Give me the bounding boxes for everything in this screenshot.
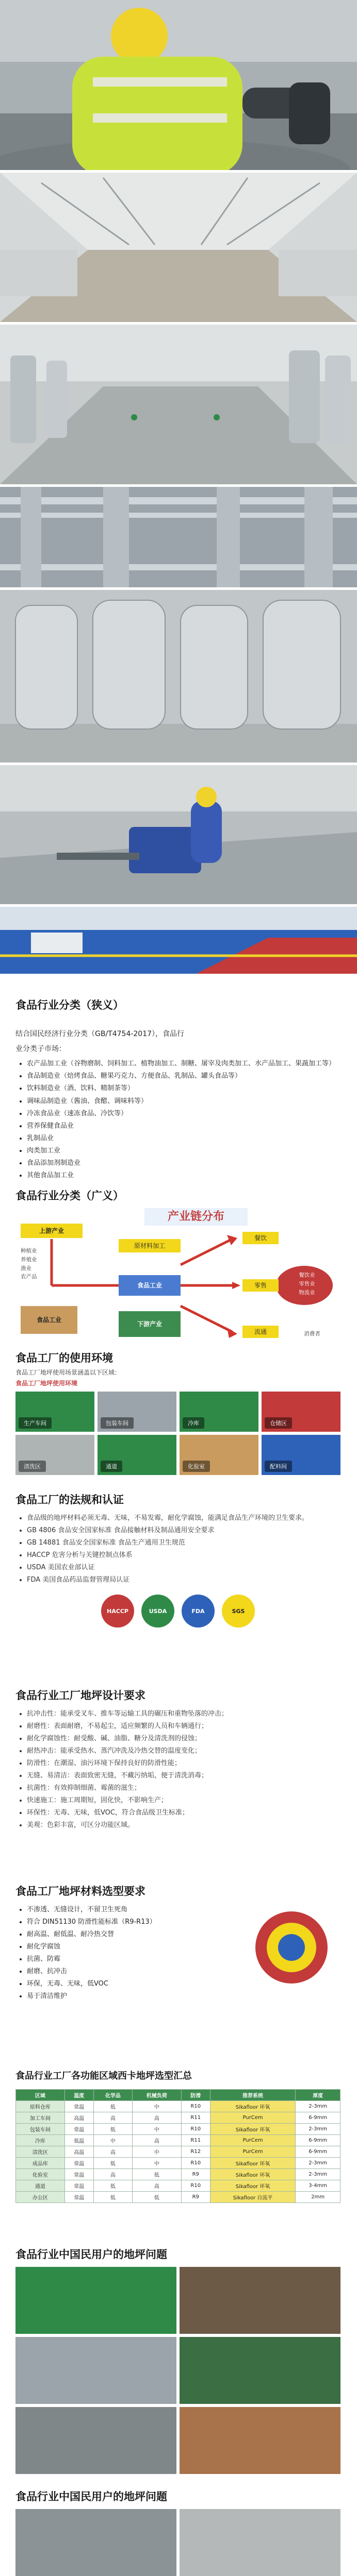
problems-grid-2 xyxy=(15,2509,340,2576)
table-cell: Sikafloor 环氧 xyxy=(210,2180,296,2192)
right-label-3: 消费者 xyxy=(304,1331,320,1337)
table-cell: 常温 xyxy=(64,2169,93,2180)
problem-photo-8 xyxy=(180,2509,340,2576)
table-cell: 常温 xyxy=(64,2192,93,2203)
pipes-illustration xyxy=(0,487,357,587)
table-cell: 常温 xyxy=(64,2180,93,2192)
table-cell: 包装车间 xyxy=(16,2124,65,2135)
table-cell: R11 xyxy=(181,2135,210,2146)
photo-blue-floor xyxy=(0,907,357,974)
table-cell: 冷库 xyxy=(16,2135,65,2146)
table-cell: 通道 xyxy=(16,2180,65,2192)
tanks-illustration xyxy=(0,590,357,762)
table-cell: 加工车间 xyxy=(16,2112,65,2124)
regulations-list xyxy=(15,1512,340,1586)
table-cell: 6-9mm xyxy=(296,2112,340,2124)
selection-table-header xyxy=(16,2090,340,2101)
table-cell: 中 xyxy=(93,2135,132,2146)
design-req-5: • 无缝、易清洁：表面致密无缝，不藏污纳垢，便于清洗消毒； xyxy=(27,1770,340,1782)
section1-item-7: • 肉类加工业 xyxy=(27,1145,340,1157)
floor-sample-icon xyxy=(253,1909,330,1986)
section1-item-3: • 调味品制造业（酱油、食醋、调味料等） xyxy=(27,1095,340,1108)
problem-photo-3 xyxy=(15,2337,176,2404)
left-label-0: 种植业 xyxy=(21,1248,37,1254)
table-cell: R9 xyxy=(181,2192,210,2203)
table-cell: 原料仓库 xyxy=(16,2101,65,2112)
table-cell: 常温 xyxy=(64,2101,93,2112)
cert-badge-3-icon: SGS xyxy=(222,1595,255,1628)
supply-chain-diagram xyxy=(15,1208,340,1342)
table-cell: 高温 xyxy=(64,2112,93,2124)
right-labels xyxy=(289,1271,325,1297)
table-cell: R11 xyxy=(181,2112,210,2124)
use-env-chip-2: 冷库 xyxy=(183,1417,204,1429)
center-banner: 产业链分布 xyxy=(144,1208,248,1226)
section8-title: 食品行业中国民用户的地坪问题 xyxy=(15,2248,167,2261)
left-labels xyxy=(21,1247,46,1281)
table-row xyxy=(16,2180,340,2192)
use-env-tile-4 xyxy=(15,1435,94,1475)
section3-caption-red: 食品工厂地坪使用环境 xyxy=(15,1380,78,1387)
col-2: 化学品 xyxy=(93,2090,132,2101)
table-cell: R10 xyxy=(181,2180,210,2192)
regulations-card xyxy=(15,1512,340,1682)
section9-title: 食品行业中国民用户的地坪问题 xyxy=(15,2490,167,2503)
use-env-chip-3: 仓储区 xyxy=(265,1417,292,1429)
table-cell: R10 xyxy=(181,2158,210,2169)
section1-body xyxy=(15,1028,340,1182)
section1-list xyxy=(15,1058,340,1181)
table-cell: 低 xyxy=(93,2180,132,2192)
table-cell: 2mm xyxy=(296,2192,340,2203)
hero-photo-worker xyxy=(0,0,357,170)
material-list xyxy=(15,1904,249,2003)
table-cell: 低温 xyxy=(64,2135,93,2146)
section1-item-6: • 乳制品业 xyxy=(27,1132,340,1145)
table-cell: 成品库 xyxy=(16,2158,65,2169)
table-cell: 高 xyxy=(93,2169,132,2180)
section1-item-9: • 其他食品加工业 xyxy=(27,1170,340,1182)
table-row xyxy=(16,2112,340,2124)
design-req-8: • 环保性：无毒、无味，低VOC，符合食品级卫生标准； xyxy=(27,1807,340,1819)
table-row xyxy=(16,2101,340,2112)
design-req-4: • 防滑性：在潮湿、油污环境下保持良好的防滑性能； xyxy=(27,1757,340,1770)
use-env-chip-4: 清洗区 xyxy=(19,1461,46,1472)
design-req-3: • 耐热冲击：能承受热水、蒸汽冲洗及冷热交替的温度变化； xyxy=(27,1745,340,1757)
section7-title: 食品行业工厂各功能区域西卡地坪选型汇总 xyxy=(15,2071,192,2081)
table-row xyxy=(16,2124,340,2135)
use-env-tile-6 xyxy=(180,1435,258,1475)
use-env-tile-7 xyxy=(262,1435,340,1475)
table-cell: 6-9mm xyxy=(296,2135,340,2146)
section5-title: 食品行业工厂地坪设计要求 xyxy=(15,1689,145,1702)
col-1: 温度 xyxy=(64,2090,93,2101)
table-cell: 中 xyxy=(133,2101,182,2112)
section1-item-4: • 冷冻食品业（速冻食品、冷饮等） xyxy=(27,1108,340,1120)
table-cell: R9 xyxy=(181,2169,210,2180)
use-env-chip-7: 配料间 xyxy=(265,1461,292,1472)
blue-floor-illustration xyxy=(0,907,357,974)
table-cell: 低 xyxy=(93,2124,132,2135)
problems-grid-1 xyxy=(15,2267,340,2474)
section1-item-1: • 食品制造业（焙烤食品、糖果巧克力、方便食品、乳制品、罐头食品等） xyxy=(27,1070,340,1082)
selection-table xyxy=(15,2089,340,2203)
cert-badges xyxy=(15,1595,340,1628)
table-cell: R10 xyxy=(181,2124,210,2135)
table-cell: Sikafloor 环氧 xyxy=(210,2169,296,2180)
material-selection-card xyxy=(15,1904,340,2058)
cert-badge-0-icon: HACCP xyxy=(101,1595,134,1628)
regulation-line-5: • FDA 美国食品药品监督管理局认证 xyxy=(27,1574,340,1586)
photo-pipes xyxy=(0,487,357,587)
section1-item-0: • 农产品加工业（谷物磨制、饲料加工、植物油加工、制糖、屠宰及肉类加工、水产品加工、果蔬加工等） xyxy=(27,1058,340,1070)
node-right-3: 流通 xyxy=(242,1326,279,1338)
table-cell: 2-3mm xyxy=(296,2124,340,2135)
section1-item-5: • 营养保健食品业 xyxy=(27,1120,340,1132)
material-line-0: • 不渗透、无缝设计，不留卫生死角 xyxy=(27,1904,249,1916)
table-cell: R12 xyxy=(181,2146,210,2158)
use-env-tile-3 xyxy=(262,1392,340,1432)
use-env-chip-5: 通道 xyxy=(101,1461,122,1472)
regulation-line-4: • USDA 美国农业部认证 xyxy=(27,1562,340,1574)
use-env-chip-1: 包装车间 xyxy=(101,1417,134,1429)
design-requirements-list xyxy=(15,1708,340,1832)
use-env-grid xyxy=(15,1392,340,1475)
node-bottom-left: 食品工业 xyxy=(21,1306,77,1334)
table-cell: 低 xyxy=(93,2192,132,2203)
design-req-0: • 抗冲击性：能承受叉车、推车等运输工具的碾压和重物坠落的冲击； xyxy=(27,1708,340,1720)
use-env-tile-5 xyxy=(98,1435,176,1475)
table-cell: 低 xyxy=(93,2101,132,2112)
table-row xyxy=(16,2135,340,2146)
table-cell: 2-3mm xyxy=(296,2101,340,2112)
table-cell: PurCem xyxy=(210,2135,296,2146)
table-cell: 常温 xyxy=(64,2124,93,2135)
table-row xyxy=(16,2192,340,2203)
photo-worker-machine xyxy=(0,765,357,904)
material-line-5: • 耐磨、抗冲击 xyxy=(27,1965,249,1978)
problem-photo-4 xyxy=(180,2337,340,2404)
node-right-2: 零售 xyxy=(242,1279,279,1292)
section2-title: 食品行业分类（广义） xyxy=(15,1189,124,1202)
table-cell: Sikafloor 自流平 xyxy=(210,2192,296,2203)
worker-machine-illustration xyxy=(0,765,357,904)
section1-intro-line2: 业分类子市场： xyxy=(15,1045,66,1054)
section1-item-2: • 饮料制造业（酒、饮料、精制茶等） xyxy=(27,1082,340,1095)
table-cell: 低 xyxy=(93,2158,132,2169)
table-cell: 化验室 xyxy=(16,2169,65,2180)
selection-table-card xyxy=(15,2089,340,2244)
photo-stainless-tanks xyxy=(0,590,357,762)
design-req-2: • 耐化学腐蚀性：耐受酸、碱、油脂、糖分及清洗剂的侵蚀； xyxy=(27,1733,340,1745)
design-req-1: • 耐磨性：表面耐磨，不易起尘，适应频繁的人员和车辆通行； xyxy=(27,1720,340,1733)
section1-title: 食品行业分类（狭义） xyxy=(15,998,124,1011)
table-cell: 中 xyxy=(133,2146,182,2158)
right-label-1: 零售业 xyxy=(299,1280,315,1287)
table-row xyxy=(16,2169,340,2180)
regulation-line-2: • GB 14881 食品安全国家标准 食品生产通用卫生规范 xyxy=(27,1537,340,1549)
use-env-chip-0: 生产车间 xyxy=(19,1417,52,1429)
use-env-tile-0 xyxy=(15,1392,94,1432)
table-cell: 高温 xyxy=(64,2146,93,2158)
use-env-tile-2 xyxy=(180,1392,258,1432)
node-upper: 上游产业 xyxy=(21,1224,83,1238)
table-cell: 2-3mm xyxy=(296,2169,340,2180)
cert-badge-2-icon: FDA xyxy=(182,1595,215,1628)
photo-grey-floor xyxy=(0,325,357,484)
photo-factory-hall xyxy=(0,173,357,322)
material-line-6: • 环保，无毒、无味，低VOC xyxy=(27,1978,249,1990)
col-5: 推荐系统 xyxy=(210,2090,296,2101)
right-label-2: 物流业 xyxy=(299,1289,315,1296)
table-row xyxy=(16,2146,340,2158)
table-cell: 高 xyxy=(133,2135,182,2146)
node-bottom-right: 下游产业 xyxy=(119,1311,181,1337)
design-req-9: • 美观：色彩丰富，可区分功能区域。 xyxy=(27,1819,340,1832)
material-line-2: • 耐高温、耐低温、耐冷热交替 xyxy=(27,1928,249,1941)
material-line-3: • 耐化学腐蚀 xyxy=(27,1941,249,1953)
left-label-2: 渔业 xyxy=(21,1265,31,1272)
table-cell: 高 xyxy=(93,2112,132,2124)
node-mid-left: 原材料加工 xyxy=(119,1239,181,1252)
table-cell: 高 xyxy=(133,2112,182,2124)
material-line-7: • 易于清洁维护 xyxy=(27,1990,249,2003)
col-4: 防滑 xyxy=(181,2090,210,2101)
regulation-line-1: • GB 4806 食品安全国家标准 食品接触材料及制品通用安全要求 xyxy=(27,1524,340,1537)
table-cell: 6-9mm xyxy=(296,2146,340,2158)
table-cell: PurCem xyxy=(210,2112,296,2124)
table-cell: 常温 xyxy=(64,2158,93,2169)
problem-photo-7 xyxy=(15,2509,176,2576)
table-cell: 清洗区 xyxy=(16,2146,65,2158)
node-right-1: 餐饮 xyxy=(242,1232,279,1244)
table-cell: 低 xyxy=(133,2169,182,2180)
col-6: 厚度 xyxy=(296,2090,340,2101)
right-label-0: 餐饮业 xyxy=(299,1272,315,1278)
problems-photos-1 xyxy=(15,2267,340,2483)
table-cell: Sikafloor 环氧 xyxy=(210,2101,296,2112)
table-cell: 2-3mm xyxy=(296,2158,340,2169)
col-3: 机械负荷 xyxy=(133,2090,182,2101)
table-cell: PurCem xyxy=(210,2146,296,2158)
use-env-chip-6: 化验室 xyxy=(183,1461,210,1472)
left-label-1: 养殖业 xyxy=(21,1256,37,1263)
table-cell: 高 xyxy=(93,2146,132,2158)
section6-title: 食品工厂地坪材料选型要求 xyxy=(15,1885,145,1897)
table-row xyxy=(16,2158,340,2169)
table-cell: 高 xyxy=(133,2180,182,2192)
regulation-line-3: • HACCP 危害分析与关键控制点体系 xyxy=(27,1549,340,1562)
cert-badge-1-icon: USDA xyxy=(141,1595,174,1628)
material-line-4: • 抗菌、防霉 xyxy=(27,1953,249,1965)
section1-item-8: • 食品添加剂制造业 xyxy=(27,1157,340,1170)
design-req-6: • 抗菌性：有效抑制细菌、霉菌的滋生； xyxy=(27,1782,340,1794)
table-cell: 3-4mm xyxy=(296,2180,340,2192)
node-dest: 食品工业 xyxy=(119,1275,181,1296)
section3-title: 食品工厂的使用环境 xyxy=(15,1351,113,1364)
table-cell: Sikafloor 环氧 xyxy=(210,2124,296,2135)
worker-illustration xyxy=(0,0,357,170)
problems-photos-2 xyxy=(15,2509,340,2576)
table-cell: 中 xyxy=(133,2124,182,2135)
section3-subtitle: 食品工厂地坪使用场景涵盖以下区域： xyxy=(15,1369,121,1376)
use-env-tile-1 xyxy=(98,1392,176,1432)
table-cell: 办公区 xyxy=(16,2192,65,2203)
section1-intro-line1: 结合国民经济行业分类（GB/T4754-2017），食品行 xyxy=(15,1030,185,1038)
material-line-1: • 符合 DIN51130 防滑性能标准（R9-R13） xyxy=(27,1916,249,1928)
table-cell: Sikafloor 环氧 xyxy=(210,2158,296,2169)
col-0: 区域 xyxy=(16,2090,65,2101)
left-label-3: 农产品 xyxy=(21,1274,37,1280)
use-environment-card xyxy=(15,1368,340,1486)
design-req-7: • 快速施工：施工周期短，固化快，不影响生产； xyxy=(27,1794,340,1807)
table-cell: R10 xyxy=(181,2101,210,2112)
table-cell: 低 xyxy=(133,2192,182,2203)
table-cell: 中 xyxy=(133,2158,182,2169)
grey-floor-illustration xyxy=(0,325,357,484)
problem-photo-2 xyxy=(180,2267,340,2334)
problem-photo-1 xyxy=(15,2267,176,2334)
regulation-line-0: • 食品级的地坪材料必须无毒、无味，不易发霉，耐化学腐蚀，能满足食品生产环境的卫生要求。 xyxy=(27,1512,340,1524)
hall-illustration xyxy=(0,173,357,322)
design-requirements-card xyxy=(15,1708,340,1878)
section4-title: 食品工厂的法规和认证 xyxy=(15,1493,124,1506)
problem-photo-6 xyxy=(180,2407,340,2474)
problem-photo-5 xyxy=(15,2407,176,2474)
